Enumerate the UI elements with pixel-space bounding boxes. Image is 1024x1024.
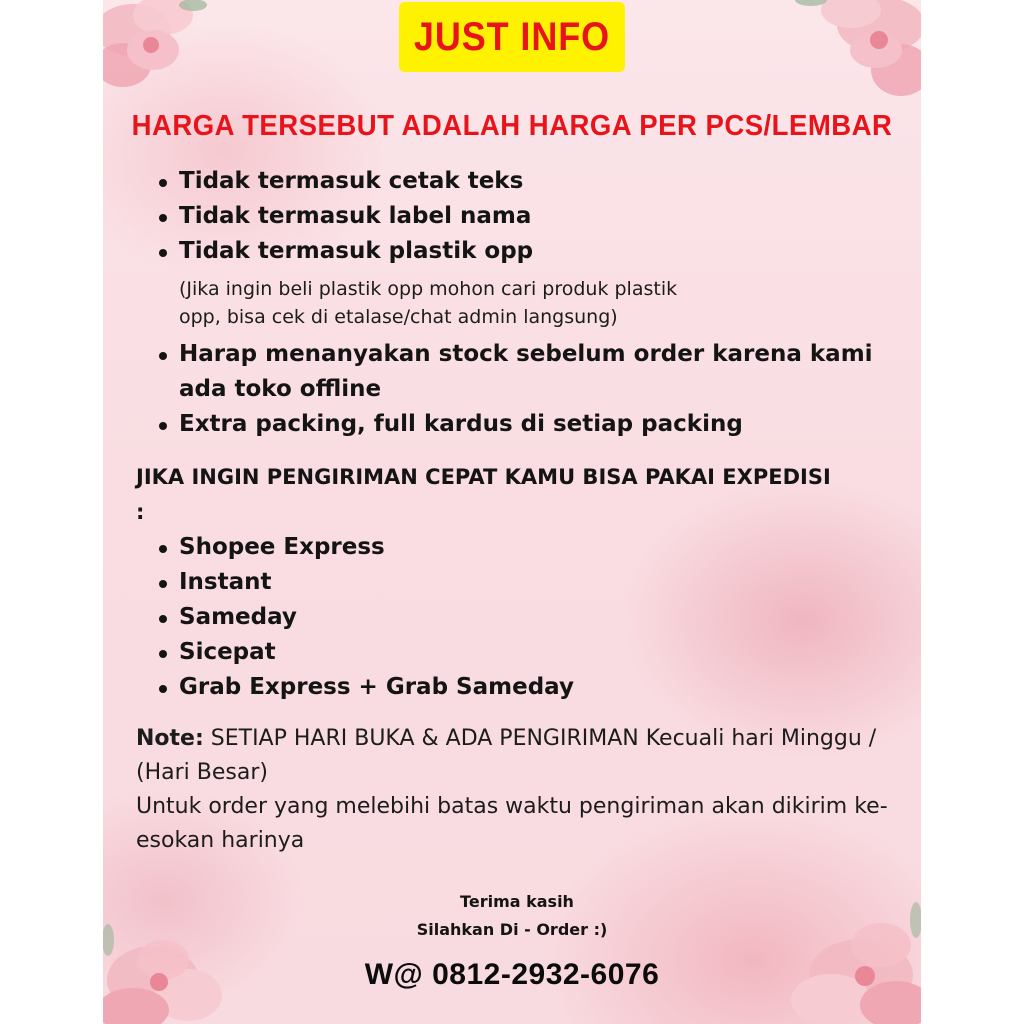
list-item: Harap menanyakan stock sebelum order karena kami ada toko offline [157,337,897,407]
list-item: Sicepat [157,635,757,670]
badge-text: JUST INFO [413,14,611,59]
terms-list [157,164,897,442]
just-info-badge [399,2,625,72]
flower-decoration-icon [103,0,223,110]
list-item: Tidak termasuk label nama [157,199,897,234]
note-line: Untuk order yang melebihi batas waktu pengiriman akan dikirim ke-esokan harinya [136,794,888,853]
list-item: Tidak termasuk cetak teks [157,164,897,199]
plastic-note-line: opp, bisa cek di etalase/chat admin langsung) [179,306,618,328]
info-poster [103,0,921,1024]
list-item: Extra packing, full kardus di setiap packing [157,407,897,442]
thanks-message [103,888,921,944]
list-item: Grab Express + Grab Sameday [157,670,757,705]
thanks-line: Silahkan Di - Order :) [416,920,608,939]
list-item: Shopee Express [157,530,757,565]
plastic-note [157,275,897,331]
note-label: Note: [136,726,204,751]
plastic-note-line: (Jika ingin beli plastik opp mohon cari produk plastik [179,278,678,300]
shipping-note [136,722,896,858]
list-item: Sameday [157,600,757,635]
note-line: SETIAP HARI BUKA & ADA PENGIRIMAN Kecuali hari Minggu / (Hari Besar) [136,726,877,785]
price-headline: HARGA TERSEBUT ADALAH HARGA PER PCS/LEMBAR [131,110,893,142]
shipping-title: JIKA INGIN PENGIRIMAN CEPAT KAMU BISA PAKAI EXPEDISI : [136,465,831,524]
list-item: Tidak termasuk plastik opp [157,234,897,269]
thanks-line: Terima kasih [460,892,574,911]
flower-decoration-icon [781,0,921,110]
courier-list [157,530,757,705]
whatsapp-contact: W@ 0812-2932-6076 [364,958,660,991]
list-item: Instant [157,565,757,600]
